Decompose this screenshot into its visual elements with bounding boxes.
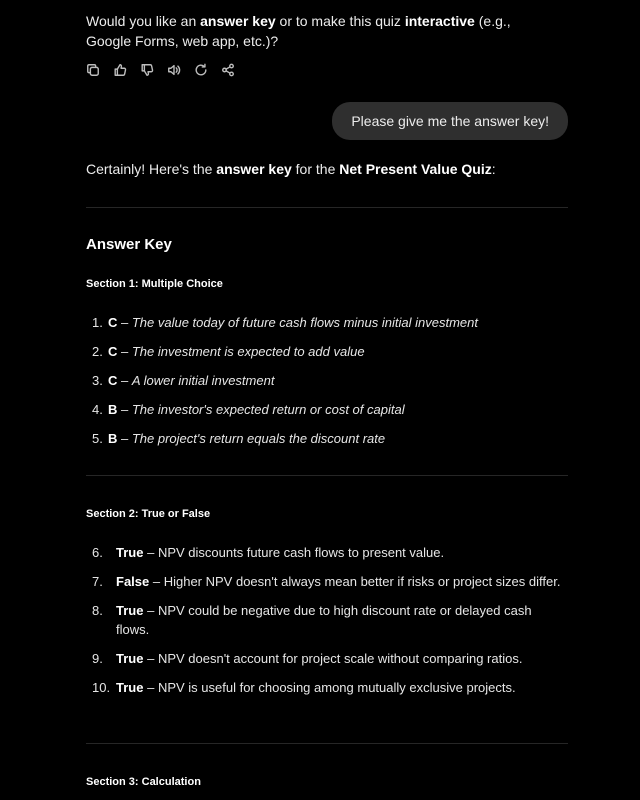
item-explanation: NPV discounts future cash flows to present value.: [157, 545, 445, 560]
item-content: [108, 371, 568, 390]
divider: [86, 207, 568, 208]
list-item: [86, 429, 568, 458]
copy-icon: [86, 63, 100, 77]
item-separator: –: [149, 574, 164, 589]
item-number: 10.: [92, 680, 111, 695]
item-content: [108, 429, 568, 448]
list-item: [86, 400, 568, 429]
divider: [86, 743, 568, 744]
item-separator: –: [143, 603, 158, 618]
section-3-heading: Section 3: Calculation: [86, 776, 201, 788]
list-item: [86, 601, 568, 639]
assistant-followup-question: Would you like an answer key or to make this quiz interactive (e.g., Google Forms, web app, etc.)?: [86, 13, 511, 49]
item-separator: –: [143, 545, 158, 560]
list-item: [86, 678, 568, 697]
item-answer: True: [116, 603, 144, 618]
item-content: [116, 543, 568, 562]
item-content: [108, 313, 568, 332]
item-answer: True: [116, 680, 144, 695]
item-content: [108, 400, 568, 419]
item-answer: False: [116, 574, 150, 589]
item-answer: True: [116, 545, 144, 560]
item-answer: B: [108, 431, 118, 446]
list-item: [86, 371, 568, 400]
item-explanation: NPV doesn't account for project scale without comparing ratios.: [157, 651, 523, 666]
divider: [86, 475, 568, 476]
item-number: 5.: [92, 431, 103, 446]
list-item: [86, 649, 568, 668]
item-answer: B: [108, 402, 118, 417]
item-content: [116, 649, 568, 668]
item-explanation: NPV could be negative due to high discount rate or delayed cash flows.: [116, 603, 532, 637]
item-explanation: A lower initial investment: [131, 373, 275, 388]
item-number: 4.: [92, 402, 103, 417]
item-explanation: The value today of future cash flows minus initial investment: [131, 315, 478, 330]
read-aloud-button[interactable]: [167, 60, 194, 80]
item-separator: –: [143, 680, 158, 695]
item-separator: –: [117, 373, 132, 388]
item-number: 6.: [92, 545, 103, 560]
section-1-list: [86, 313, 568, 458]
item-explanation: The investment is expected to add value: [131, 344, 365, 359]
item-answer: C: [108, 344, 118, 359]
user-message-bubble: Please give me the answer key!: [332, 102, 568, 140]
item-explanation: Higher NPV doesn't always mean better if risks or project sizes differ.: [163, 574, 561, 589]
regenerate-icon: [194, 63, 208, 77]
item-separator: –: [117, 431, 132, 446]
answer-key-heading: Answer Key: [86, 236, 172, 253]
item-number: 9.: [92, 651, 103, 666]
item-number: 2.: [92, 344, 103, 359]
speaker-icon: [167, 63, 181, 77]
item-separator: –: [117, 402, 132, 417]
section-2-heading: Section 2: True or False: [86, 508, 211, 520]
item-number: 3.: [92, 373, 103, 388]
item-number: 8.: [92, 603, 103, 618]
item-number: 7.: [92, 574, 103, 589]
item-content: [116, 678, 568, 697]
list-item: [86, 572, 568, 591]
copy-button[interactable]: [86, 60, 113, 80]
list-item: [86, 342, 568, 371]
message-actions: [86, 60, 248, 80]
item-separator: –: [117, 315, 132, 330]
assistant-response-intro: Certainly! Here's the answer key for the Net Present Value Quiz:: [86, 161, 496, 177]
item-content: [116, 572, 568, 591]
share-button[interactable]: [221, 60, 248, 80]
section-2-list: [86, 543, 568, 707]
item-answer: C: [108, 373, 118, 388]
list-item: [86, 313, 568, 342]
section-1-heading: Section 1: Multiple Choice: [86, 278, 223, 290]
thumbs-down-button[interactable]: [140, 60, 167, 80]
item-explanation: NPV is useful for choosing among mutually exclusive projects.: [157, 680, 516, 695]
item-number: 1.: [92, 315, 103, 330]
item-separator: –: [117, 344, 132, 359]
thumbs-up-button[interactable]: [113, 60, 140, 80]
share-icon: [221, 63, 235, 77]
item-answer: True: [116, 651, 144, 666]
thumbs-down-icon: [140, 63, 154, 77]
regenerate-button[interactable]: [194, 60, 221, 80]
item-explanation: The investor's expected return or cost of capital: [131, 402, 405, 417]
thumbs-up-icon: [113, 63, 127, 77]
item-separator: –: [143, 651, 158, 666]
item-answer: C: [108, 315, 118, 330]
item-content: [108, 342, 568, 361]
item-content: [116, 601, 568, 639]
list-item: [86, 543, 568, 562]
item-explanation: The project's return equals the discount rate: [131, 431, 386, 446]
